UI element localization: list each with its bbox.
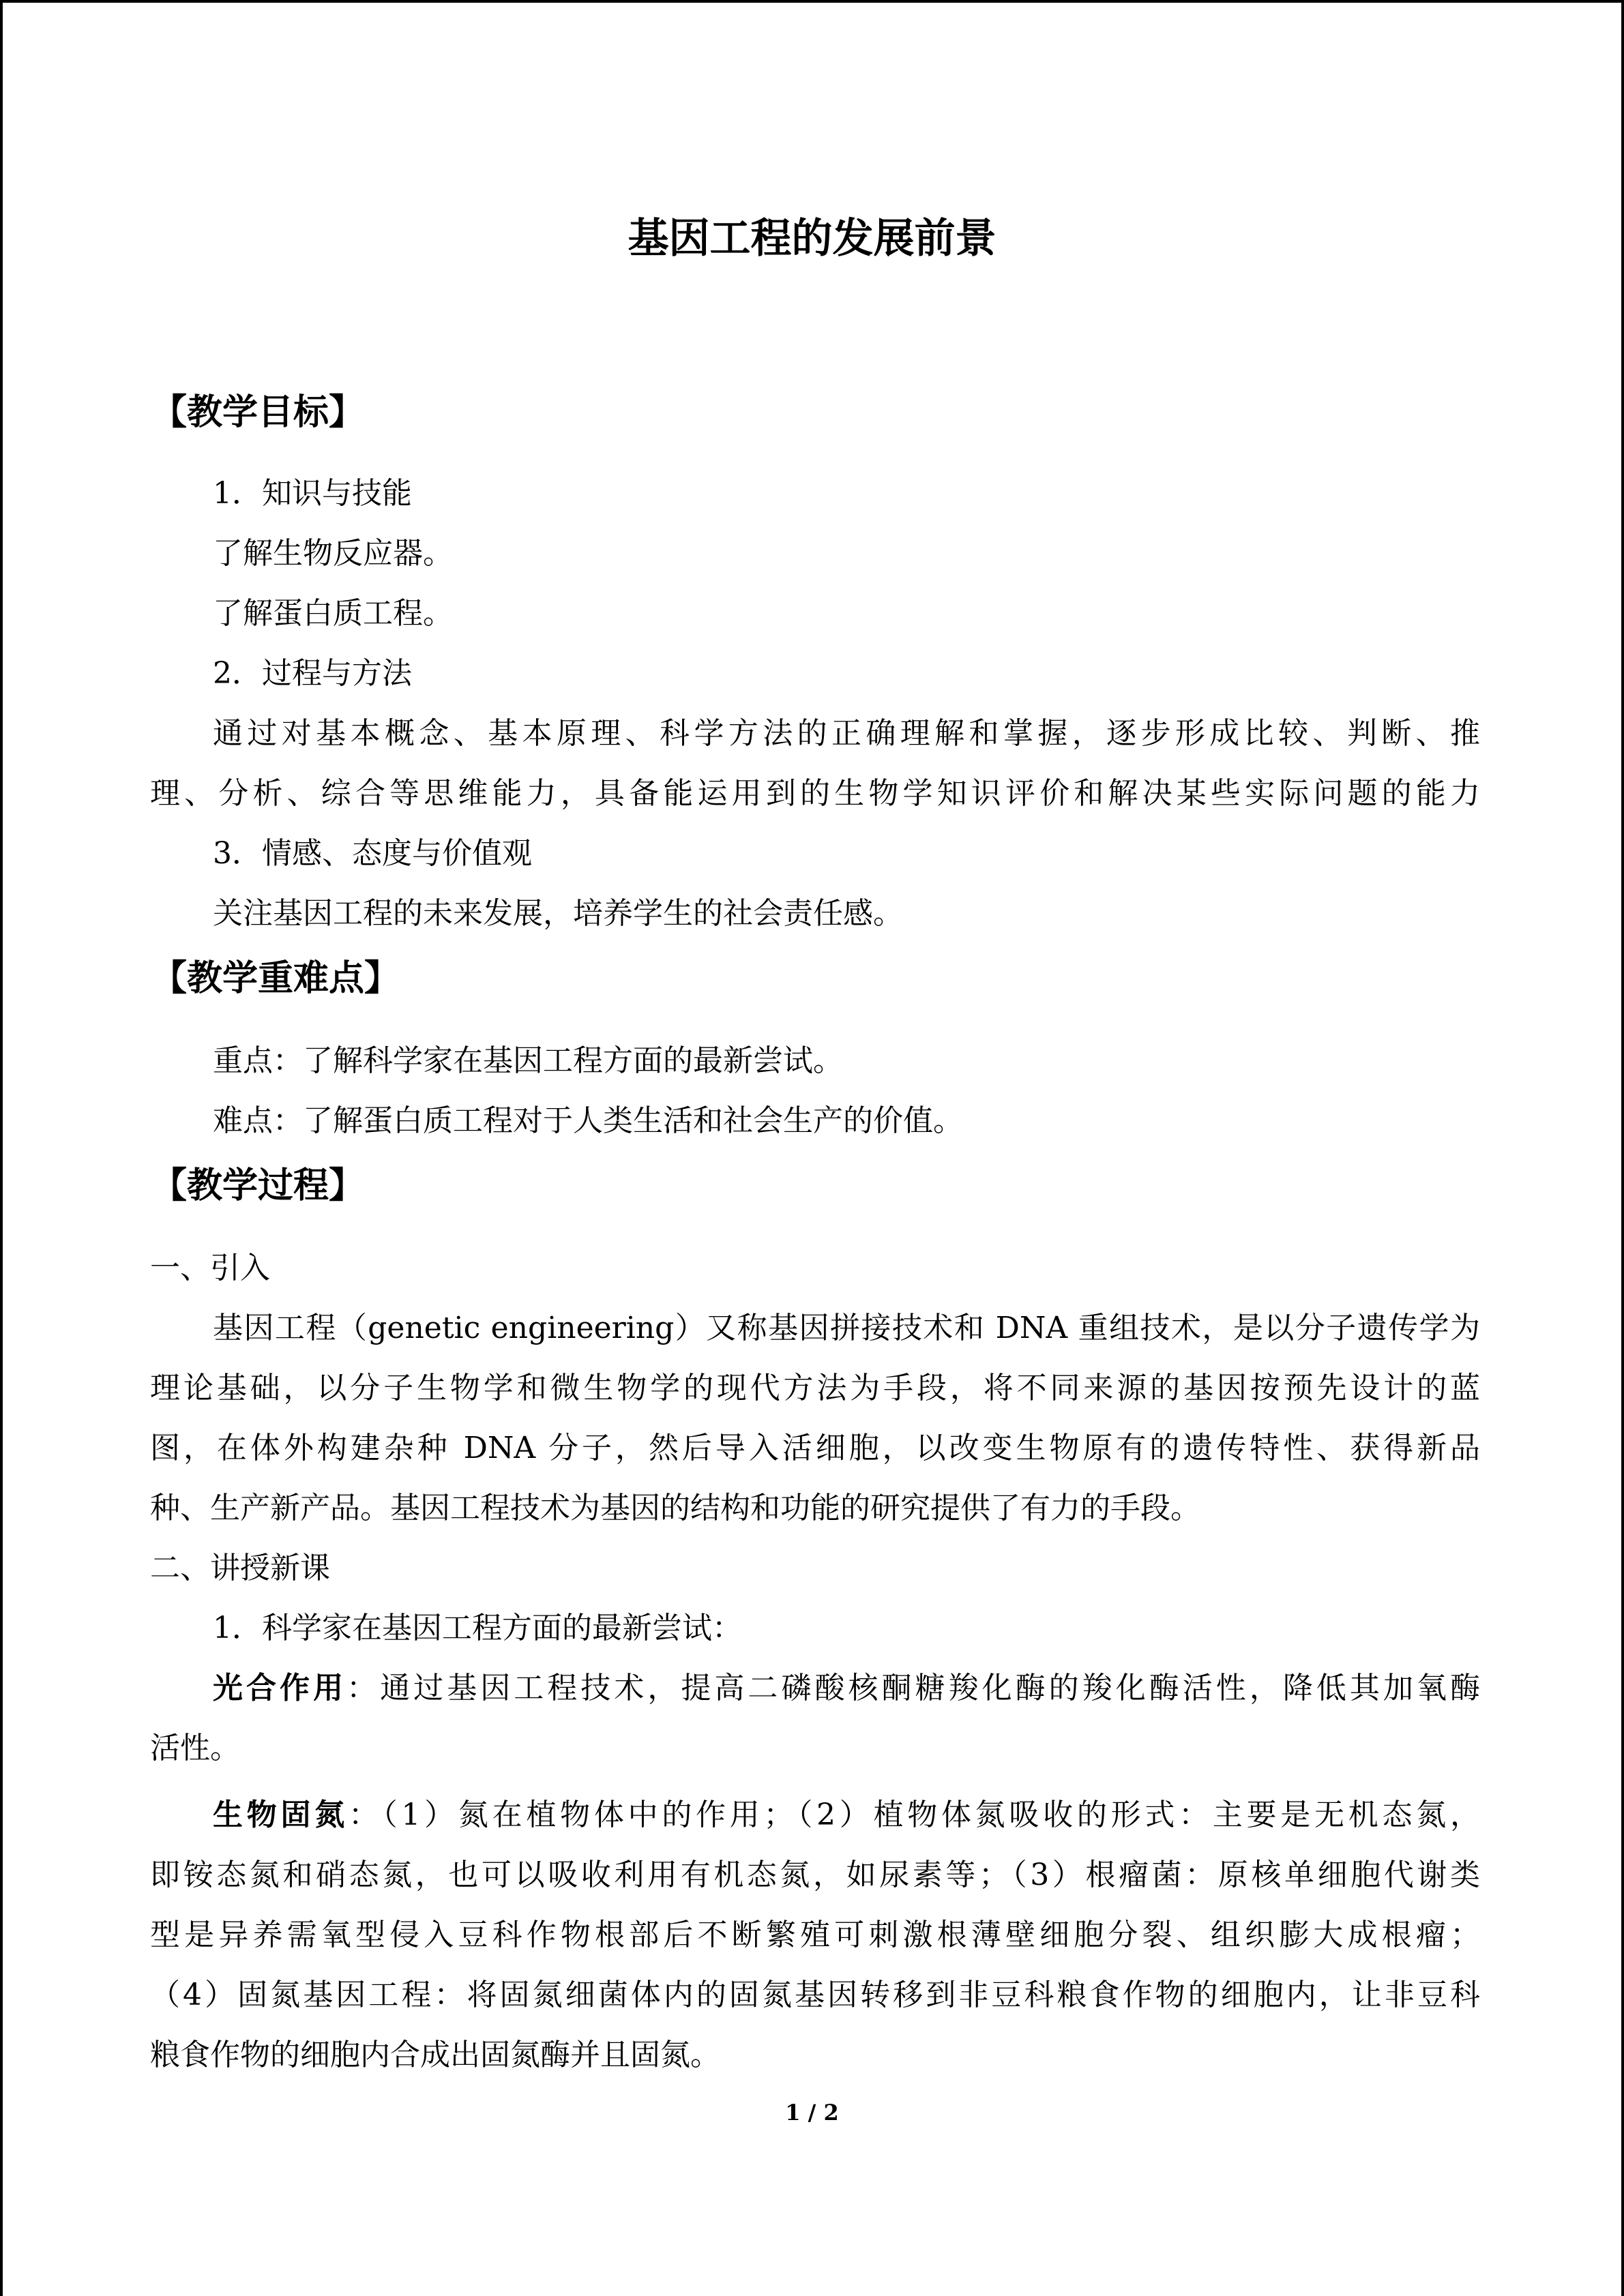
key-point-line2: 难点：了解蛋白质工程对于人类生活和社会生产的价值。 [213, 1103, 963, 1138]
key-point-line1: 重点：了解科学家在基因工程方面的最新尝试。 [213, 1043, 843, 1078]
objectives-item2: 2．过程与方法 [213, 656, 412, 691]
objectives-item1-line2: 了解蛋白质工程。 [213, 596, 453, 631]
nitrogen-fixation-label: 生物固氮 [213, 1798, 349, 1832]
photosynthesis-line1 [213, 1668, 1480, 1709]
part1-title: 一、引入 [150, 1251, 270, 1285]
intro-line4: 种、生产新产品。基因工程技术为基因的结构和功能的研究提供了有力的手段。 [150, 1491, 1200, 1525]
objectives-item1: 1．知识与技能 [213, 476, 412, 511]
nitrogen-fixation-line2: 即铵态氮和硝态氮，也可以吸收利用有机态氮，如尿素等；（3）根瘤菌：原核单细胞代谢类 [150, 1858, 1480, 1892]
nitrogen-fixation-line1 [213, 1795, 1480, 1836]
page-border-right [1621, 0, 1624, 2296]
nitrogen-fixation-text: ：（1）氮在植物体中的作用；（2）植物体氮吸收的形式：主要是无机态氮， [348, 1798, 1480, 1832]
page-number: 1 / 2 [785, 2100, 839, 2126]
intro-line3: 图，在体外构建杂种 DNA 分子，然后导入活细胞，以改变生物原有的遗传特性、获得新品 [150, 1431, 1480, 1465]
objectives-item3-line1: 关注基因工程的未来发展，培养学生的社会责任感。 [213, 896, 903, 931]
photosynthesis-text: ：通过基因工程技术，提高二磷酸核酮糖羧化酶的羧化酶活性，降低其加氧酶 [346, 1671, 1480, 1705]
document-title: 基因工程的发展前景 [628, 215, 996, 263]
objectives-item3: 3．情感、态度与价值观 [213, 836, 532, 871]
objectives-item2-line2: 理、分析、综合等思维能力，具备能运用到的生物学知识评价和解决某些实际问题的能力 [150, 776, 1480, 811]
nitrogen-fixation-line4: （4）固氮基因工程：将固氮细菌体内的固氮基因转移到非豆科粮食作物的细胞内，让非豆科 [150, 1978, 1480, 2012]
sub1-title: 1．科学家在基因工程方面的最新尝试： [213, 1611, 742, 1645]
intro-line1: 基因工程（genetic engineering）又称基因拼接技术和 DNA 重组技术，是以分子遗传学为 [213, 1311, 1480, 1345]
intro-line2: 理论基础，以分子生物学和微生物学的现代方法为手段，将不同来源的基因按预先设计的蓝 [150, 1371, 1480, 1405]
objectives-heading: 【教学目标】 [151, 392, 365, 433]
objectives-item1-line1: 了解生物反应器。 [213, 536, 453, 571]
objectives-item2-line1: 通过对基本概念、基本原理、科学方法的正确理解和掌握，逐步形成比较、判断、推 [213, 716, 1480, 751]
nitrogen-fixation-line5: 粮食作物的细胞内合成出固氮酶并且固氮。 [150, 2038, 720, 2072]
nitrogen-fixation-line3: 型是异养需氧型侵入豆科作物根部后不断繁殖可刺激根薄壁细胞分裂、组织膨大成根瘤； [150, 1918, 1480, 1952]
page-border-left [0, 0, 3, 2296]
key-points-heading: 【教学重难点】 [151, 958, 400, 999]
photosynthesis-line2: 活性。 [150, 1731, 240, 1765]
part2-title: 二、讲授新课 [150, 1551, 330, 1585]
photosynthesis-label: 光合作用 [213, 1671, 347, 1705]
page-border-top [0, 0, 1624, 3]
process-heading: 【教学过程】 [151, 1165, 365, 1206]
